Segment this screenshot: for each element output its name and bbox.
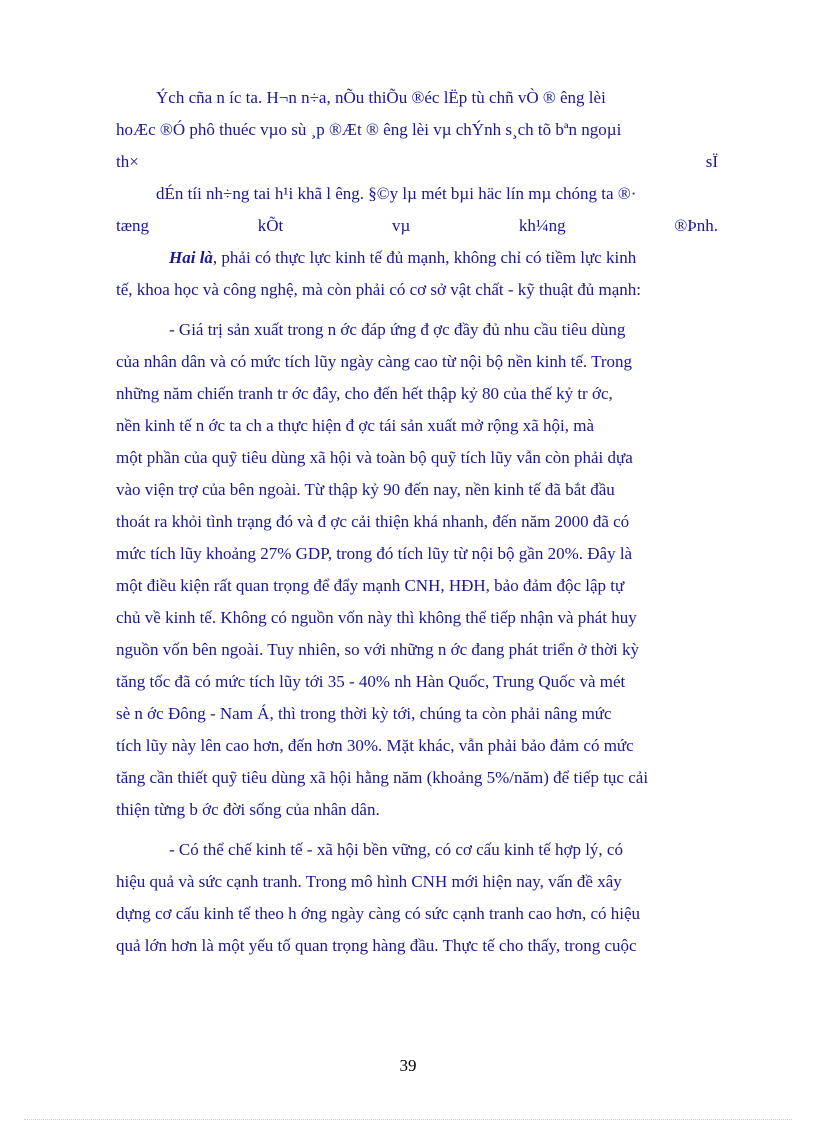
word: kh¼ng: [518, 216, 566, 235]
text-line: tích lũy này lên cao hơn, đến hơn 30%. Mặt khác, vẫn phải bảo đảm có mức: [116, 736, 634, 755]
text-line: dựng cơ cấu kinh tế theo h ớng ngày càng có sức cạnh tranh cao hơn, có hiệu: [116, 904, 641, 923]
word: kÕt: [257, 216, 284, 235]
text-line: tế, khoa học và công nghệ, mà còn phải có cơ sở vật chất - kỹ thuật đủ mạnh:: [116, 280, 641, 299]
text-line: - Giá trị sản xuất trong n ớc đáp ứng đ ợc đầy đủ nhu cầu tiêu dùng: [169, 320, 626, 339]
word: sÏ: [705, 152, 718, 171]
text-line: nền kinh tế n ớc ta ch a thực hiện đ ợc tái sản xuất mở rộng xã hội, mà: [116, 416, 595, 435]
text-line: hoÆc ®Ó phô thuéc vµo sù ¸p ®Æt ® êng lèi vµ chÝnh s¸ch tõ bªn ngoµi: [116, 120, 622, 139]
text-line: hiệu quả và sức cạnh tranh. Trong mô hình CNH mới hiện nay, vấn đề xây: [116, 872, 622, 891]
footer-divider: [24, 1119, 792, 1120]
text-line: thiện từng b ớc đời sống của nhân dân.: [116, 800, 380, 819]
text-line: một điều kiện rất quan trọng để đẩy mạnh CNH, HĐH, bảo đảm độc lập tự: [116, 576, 625, 595]
text-line: tăng tốc đã có mức tích lũy tới 35 - 40% nh Hàn Quốc, Trung Quốc và mét: [116, 672, 626, 691]
text-line: nguồn vốn bên ngoài. Tuy nhiên, so với những n ớc đang phát triển ở thời kỳ: [116, 640, 640, 659]
text-line: vào viện trợ của bên ngoài. Từ thập kỷ 90 đến nay, nền kinh tế đã bắt đầu: [116, 480, 615, 499]
text-line: những năm chiến tranh tr ớc đây, cho đến hết thập kỷ 80 của thế kỷ tr ớc,: [116, 384, 613, 403]
text-line: [116, 242, 718, 274]
body-text: [116, 82, 718, 962]
section-lead: Hai là: [169, 248, 213, 267]
text-line: quả lớn hơn là một yếu tố quan trọng hàng đầu. Thực tế cho thấy, trong cuộc: [116, 936, 637, 955]
text-line: thoát ra khỏi tình trạng đó và đ ợc cải thiện khá nhanh, đến năm 2000 đã có: [116, 512, 630, 531]
text-line: chủ về kinh tế. Không có nguồn vốn này thì không thể tiếp nhận và phát huy: [116, 608, 637, 627]
text-line: [116, 146, 718, 178]
text-line: sè n ớc Đông - Nam Á, thì trong thời kỳ tới, chúng ta còn phải nâng mức: [116, 704, 612, 723]
word: ®Þnh.: [674, 216, 718, 235]
text-line: mức tích lũy khoảng 27% GDP, trong đó tích lũy từ nội bộ gần 20%. Đây là: [116, 544, 633, 563]
word: vµ: [391, 216, 411, 235]
text-line: dÉn tíi nh÷ng tai h¹i khã l êng. §©y lµ mét bµi häc lín mµ chóng ta ®·: [156, 184, 637, 203]
text-line: tăng cần thiết quỹ tiêu dùng xã hội hằng năm (khoảng 5%/năm) để tiếp tục cải: [116, 768, 649, 787]
section-lead-rest: , phải có thực lực kinh tế đủ mạnh, không chỉ có tiềm lực kinh: [212, 248, 637, 267]
word: th×: [116, 152, 139, 171]
text-line: - Có thể chế kinh tế - xã hội bền vững, có cơ cấu kinh tế hợp lý, có: [169, 840, 623, 859]
text-line: Ých cña n íc ta. H¬n n÷a, nÕu thiÕu ®éc lËp tù chñ vÒ ® êng lèi: [156, 88, 606, 107]
text-line: của nhân dân và có mức tích lũy ngày càng cao từ nội bộ nền kinh tế. Trong: [116, 352, 633, 371]
text-line: [116, 210, 718, 242]
text-line: một phần của quỹ tiêu dùng xã hội và toàn bộ quỹ tích lũy vẫn còn phải dựa: [116, 448, 633, 467]
word: tæng: [116, 216, 150, 235]
page-number: 39: [399, 1056, 417, 1075]
